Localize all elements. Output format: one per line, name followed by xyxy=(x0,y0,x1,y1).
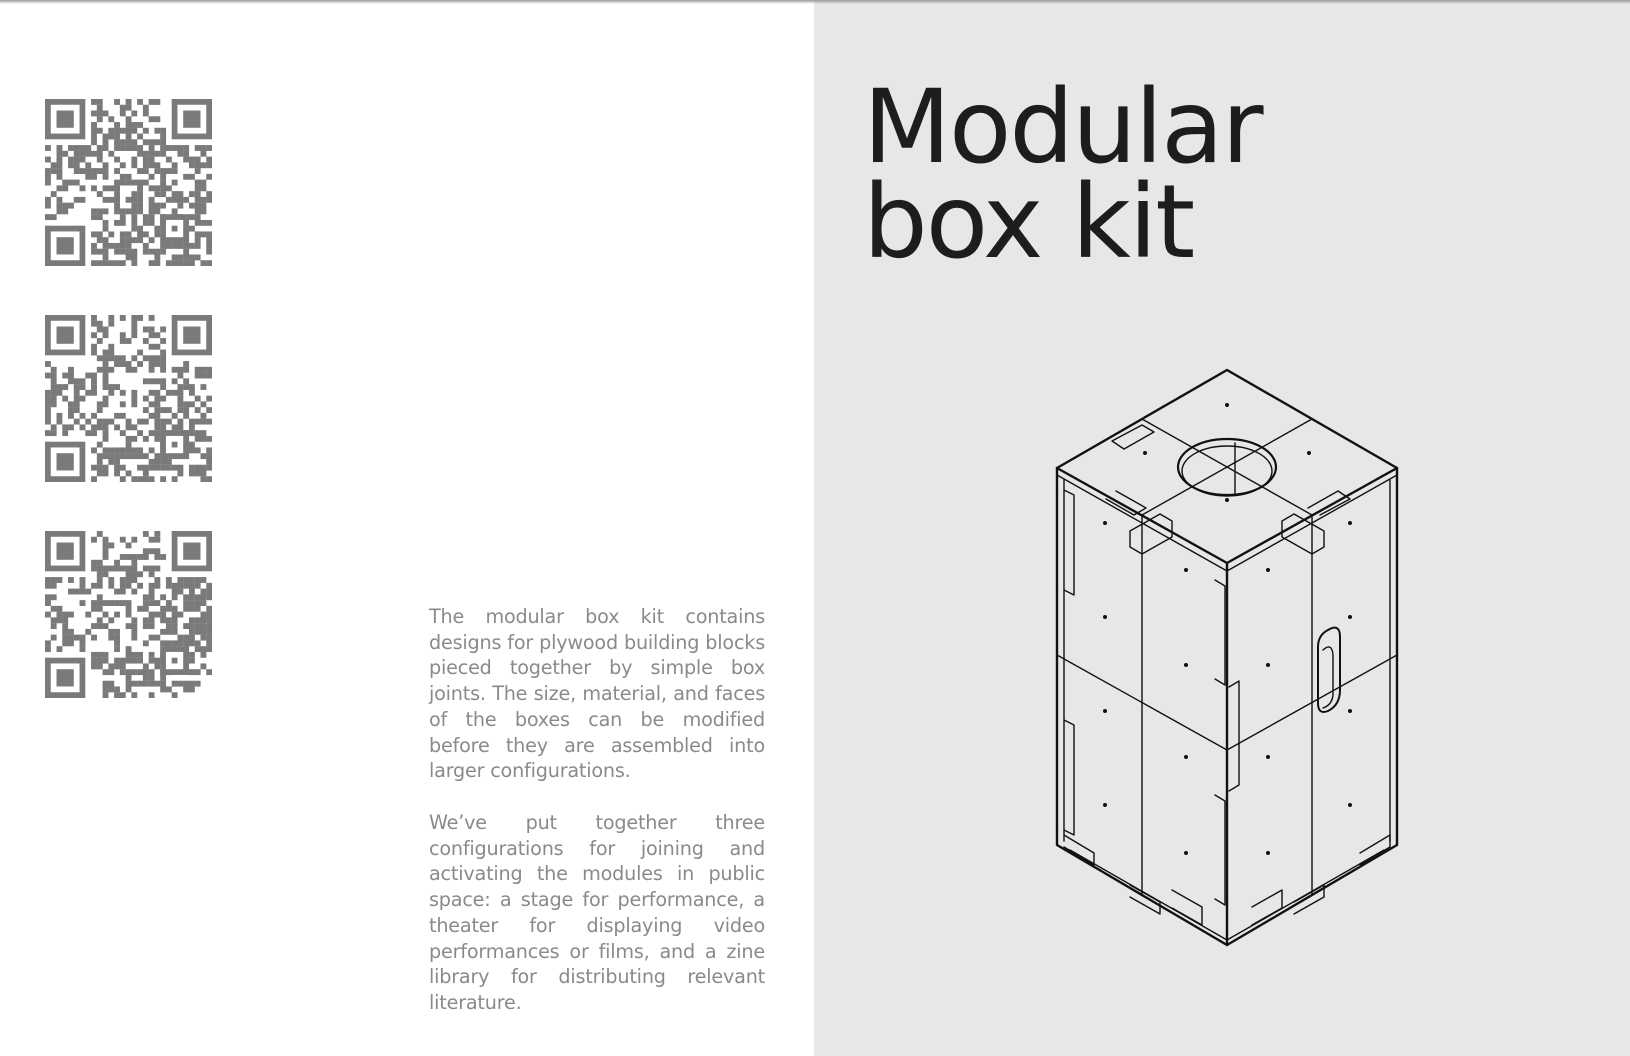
page-title xyxy=(863,68,1262,282)
configurations-paragraph: We’ve put together three configurations for joining and activating the modules in public space: a stage for performance, a theater for displaying video performances or films, and a zine library for distributing relevant literature. xyxy=(429,811,765,1014)
qr-code-icon[interactable] xyxy=(45,315,212,482)
page-top-shadow xyxy=(0,0,1630,4)
title-line-1: Modular xyxy=(863,68,1262,187)
box-module-illustration xyxy=(1050,365,1405,965)
qr-code-icon[interactable] xyxy=(45,531,212,698)
intro-paragraph: The modular box kit contains designs for plywood building blocks pieced together by simple box joints. The size, material, and faces of the boxes can be modified before they are assembled into larger configurations. xyxy=(429,605,765,783)
title-line-2: box kit xyxy=(863,163,1194,282)
left-page xyxy=(0,0,814,1056)
qr-code-icon[interactable] xyxy=(45,99,212,266)
